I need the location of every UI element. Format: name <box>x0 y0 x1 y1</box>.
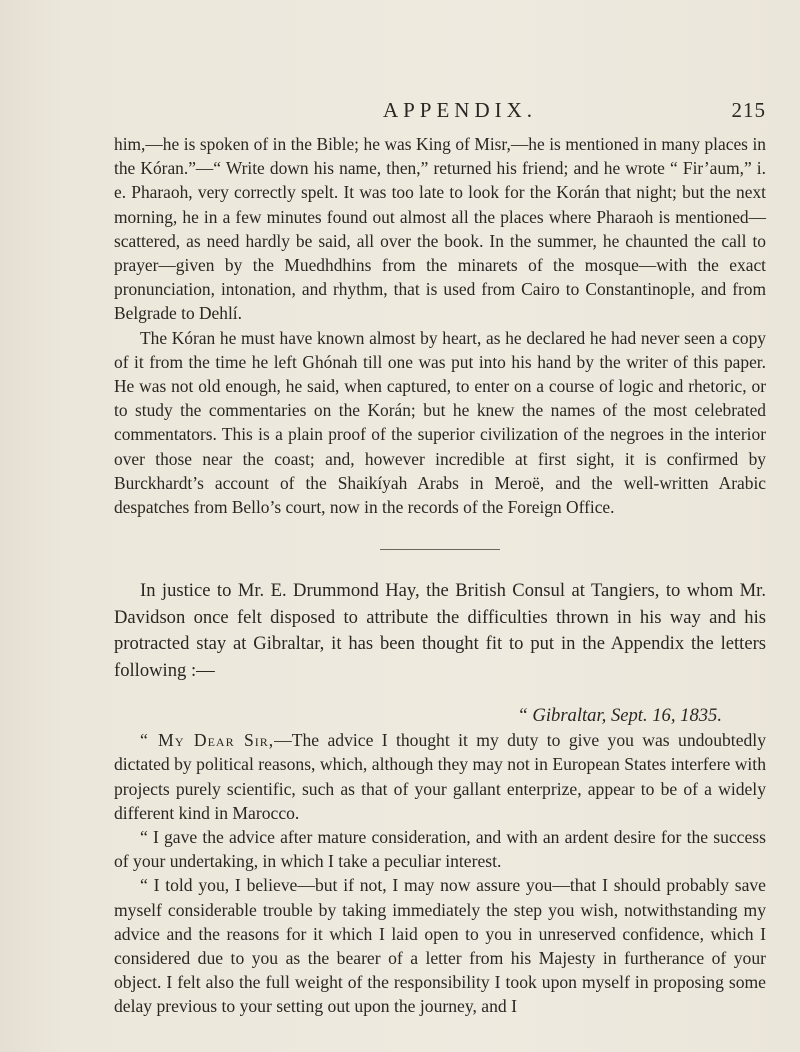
letter-opening: —The advice I thought it my duty to give you was undoubtedly dictated by political reasons, which, although they may not in European States interfere with projects purely scientific, such as that of your gallant enterprize, appear to be of a widely different kind in Marocco. <box>114 730 766 823</box>
section-divider <box>380 549 500 550</box>
letter-body <box>114 728 766 1018</box>
page-number: 215 <box>731 98 766 122</box>
body-text <box>114 132 766 1019</box>
paragraph-intro: In justice to Mr. E. Drummond Hay, the British Consul at Tangiers, to whom Mr. Davidson once felt disposed to attribute the difficulties thrown in his way and his protracted stay at Gibraltar, it has been thought fit to put in the Appendix the letters following :— <box>114 580 766 681</box>
letter-paragraph-3: “ I told you, I believe—but if not, I may now assure you—that I should probably save myself considerable trouble by taking immediately the step you wish, notwithstanding my advice and the reasons for it which I laid open to you in unreserved confidence, which I considered due to you as the bearer of a letter from his Majesty in furtherance of your object. I felt also the full weight of the responsibility I took upon myself in proposing some delay previous to your setting out upon the journey, and I <box>114 875 766 1017</box>
paragraph-koran: The Kóran he must have known almost by heart, as he declared he had never seen a copy of it from the time he left Ghónah till one was put into his hand by the writer of this paper. He was not old enough, he said, when captured, to enter on a course of logic and rhetoric, or to study the commentaries on the Korán; but he knew the names of the most celebrated commentators. This is a plain proof of the superior civilization of the negroes in the interior over those near the coast; and, however incredible at first sight, it is confirmed by Burckhardt’s account of the Shaikíyah Arabs in Meroë, and the well-written Arabic despatches from Bello’s court, now in the records of the Foreign Office. <box>114 327 766 518</box>
letter-paragraph-1 <box>114 728 766 825</box>
running-title: APPENDIX. <box>382 98 538 122</box>
paragraph-continuation: him,—he is spoken of in the Bible; he was King of Misr,—he is mentioned in many places in the Kóran.”—“ Write down his name, then,” returned his friend; and he wrote “ Fir’aum,” i. e. Pharaoh, very correctly spelt. It was too late to look for the Korán that night; but the next morning, he in a few minutes found out almost all the places where Pharaoh is mentioned—scattered, as need hardly be said, all over the book. In the summer, he chaunted the call to prayer—given by the Muedhdhins from the minarets of the mosque—with the exact pronunciation, intonation, and rhythm, that is used from Cairo to Constantinople, and from Belgrade to Dehlí. <box>114 134 766 324</box>
letter-salutation: “ My Dear Sir, <box>140 730 275 751</box>
letter-paragraph-2: “ I gave the advice after mature consideration, and with an ardent desire for the success of your undertaking, in which I take a peculiar interest. <box>114 827 766 872</box>
letter-dateline: “ Gibraltar, Sept. 16, 1835. <box>517 705 722 727</box>
running-head <box>114 98 766 128</box>
